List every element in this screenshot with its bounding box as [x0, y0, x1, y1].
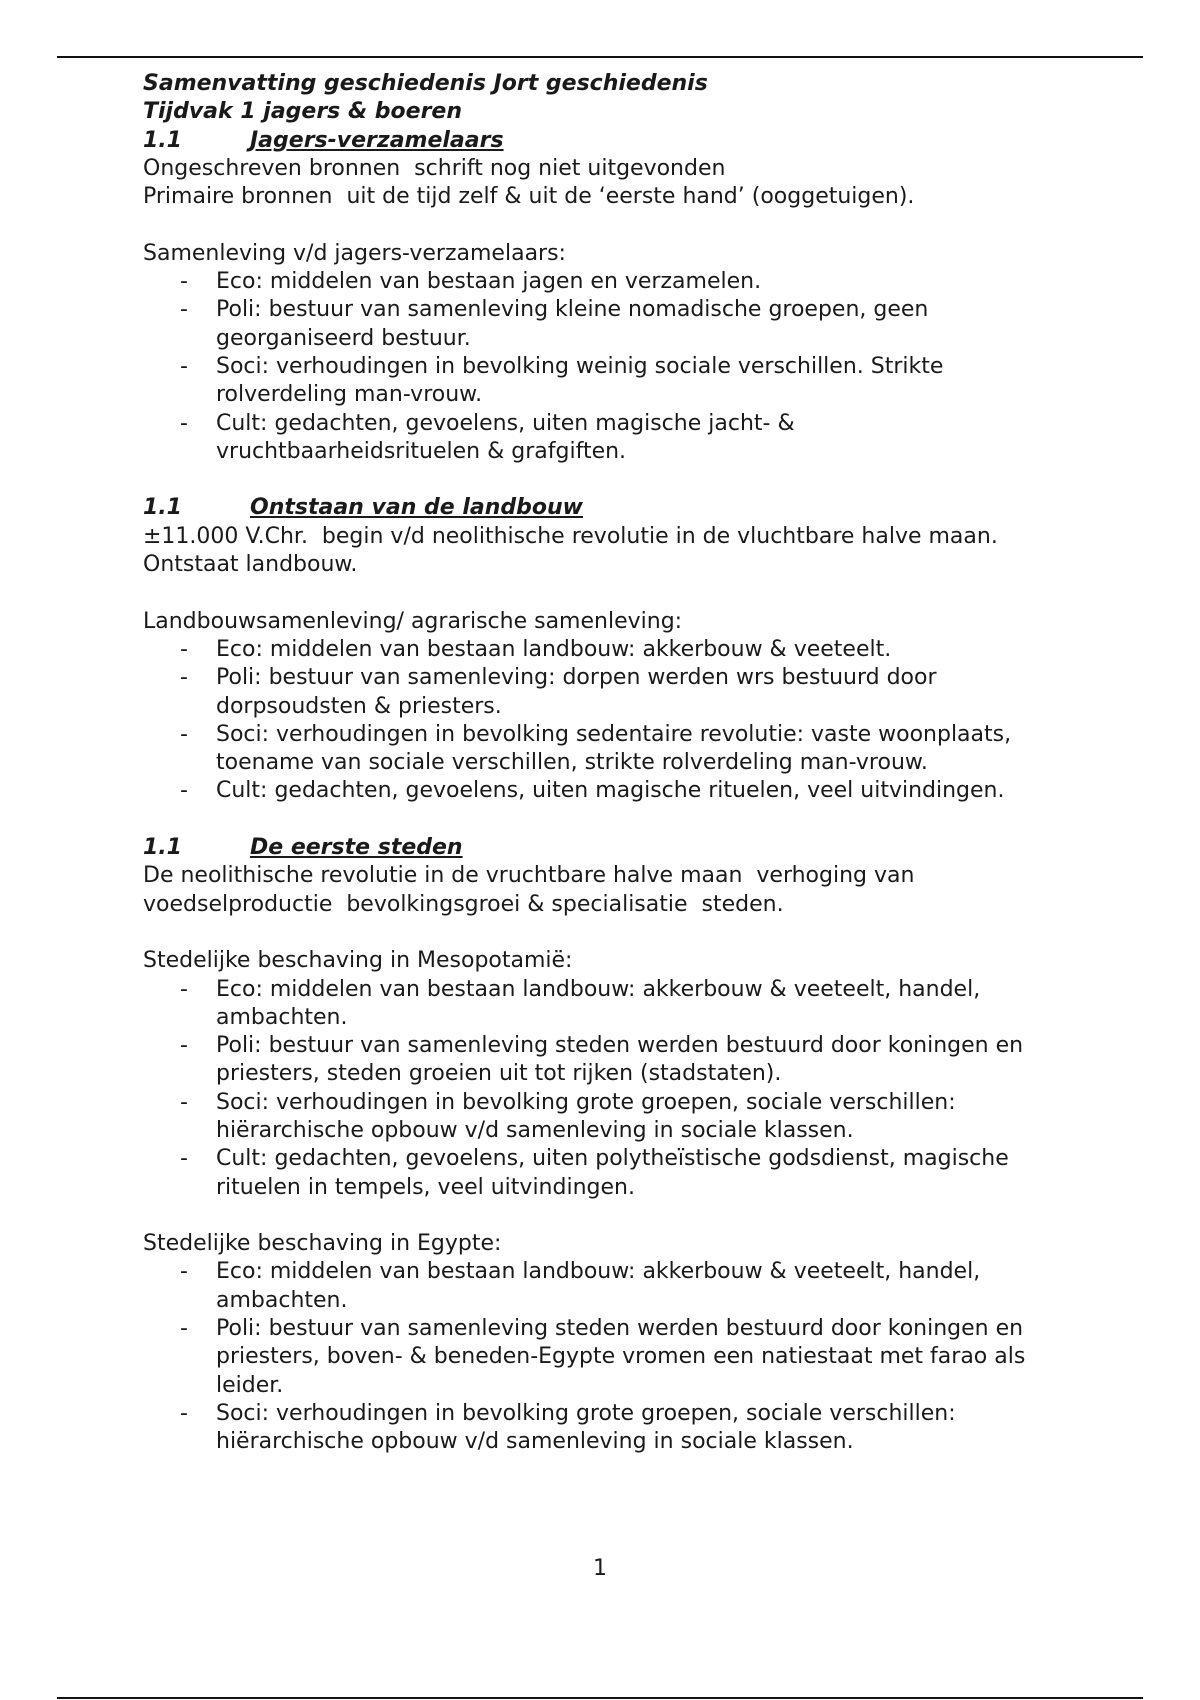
section-title: Jagers-verzamelaars: [250, 127, 504, 153]
paragraph: De neolithische revolutie in de vruchtbare halve maan verhoging van voedselproductie bevolkingsgroei & specialisatie steden.: [143, 863, 922, 917]
list-item: - Eco: middelen van bestaan jagen en verzamelen.: [180, 269, 762, 295]
section-title: Ontstaan van de landbouw: [250, 495, 583, 521]
section-title: De eerste steden: [250, 835, 463, 861]
list-item: - Poli: bestuur van samenleving steden werden bestuurd door koningen en priesters, boven- & beneden-Egypte vromen een natiestaat met farao als leider.: [180, 1316, 1026, 1398]
list-title: Samenleving v/d jagers-verzamelaars:: [143, 240, 566, 266]
list-item: - Soci: verhoudingen in bevolking sedentaire revolutie: vaste woonplaats, toename van sociale verschillen, strikte rolverdeling man-vrouw.: [180, 721, 1012, 776]
bullet-list: [143, 976, 1063, 1202]
list-item: - Eco: middelen van bestaan landbouw: akkerbouw & veeteelt, handel, ambachten.: [180, 976, 981, 1030]
section-number: 1.1: [143, 495, 182, 521]
section-heading-landbouw: [143, 494, 1063, 522]
section-number: 1.1: [143, 835, 182, 861]
list-title: Landbouwsamenleving/ agrarische samenleving:: [143, 608, 683, 634]
list-item: - Eco: middelen van bestaan landbouw: akkerbouw & veeteelt, handel, ambachten.: [180, 1259, 981, 1313]
list-item: - Cult: gedachten, gevoelens, uiten magische rituelen, veel uitvindingen.: [180, 778, 1005, 804]
document-page: [143, 70, 1063, 1457]
document-subtitle: Tijdvak 1 jagers & boeren: [143, 99, 462, 125]
list-item: - Cult: gedachten, gevoelens, uiten magische jacht- & vruchtbaarheidsrituelen & grafgiften.: [180, 410, 795, 464]
list-item: - Soci: verhoudingen in bevolking grote groepen, sociale verschillen: hiërarchische opbouw v/d samenleving in sociale klassen.: [180, 1400, 956, 1455]
list-title: Stedelijke beschaving in Mesopotamië:: [143, 948, 573, 974]
list-item: - Poli: bestuur van samenleving: dorpen werden wrs bestuurd door dorpsoudsten & priesters.: [180, 665, 937, 719]
bullet-list: [143, 268, 1063, 466]
footer-rule: [57, 1697, 1143, 1699]
section-heading-steden: [143, 834, 1063, 862]
list-item: - Soci: verhoudingen in bevolking grote groepen, sociale verschillen: hiërarchische opbouw v/d samenleving in sociale klassen.: [180, 1089, 956, 1143]
list-item: - Eco: middelen van bestaan landbouw: akkerbouw & veeteelt.: [180, 636, 892, 662]
paragraph: ±11.000 V.Chr. begin v/d neolithische revolutie in de vluchtbare halve maan. Ontstaat landbouw.: [143, 523, 1012, 578]
bullet-list: [143, 636, 1063, 806]
section-number: 1.1: [143, 127, 182, 153]
paragraph: Ongeschreven bronnen schrift nog niet uitgevonden: [143, 155, 726, 181]
section-heading-jagers: [143, 127, 1063, 155]
list-title: Stedelijke beschaving in Egypte:: [143, 1231, 502, 1257]
list-item: - Soci: verhoudingen in bevolking weinig sociale verschillen. Strikte rolverdeling man-vrouw.: [180, 353, 944, 408]
paragraph: Primaire bronnen uit de tijd zelf & uit de ‘eerste hand’ (ooggetuigen).: [143, 184, 915, 210]
list-item: - Poli: bestuur van samenleving kleine nomadische groepen, geen georganiseerd bestuur.: [180, 297, 929, 351]
list-item: - Poli: bestuur van samenleving steden werden bestuurd door koningen en priesters, steden groeien uit tot rijken (stadstaten).: [180, 1033, 1024, 1087]
list-item: - Cult: gedachten, gevoelens, uiten polytheïstische godsdienst, magische rituelen in tempels, veel uitvindingen.: [180, 1146, 1009, 1200]
page-number: 1: [593, 1556, 607, 1581]
document-title: Samenvatting geschiedenis Jort geschiedenis: [143, 71, 708, 96]
bullet-list: [143, 1258, 1063, 1456]
header-rule: [57, 56, 1143, 58]
